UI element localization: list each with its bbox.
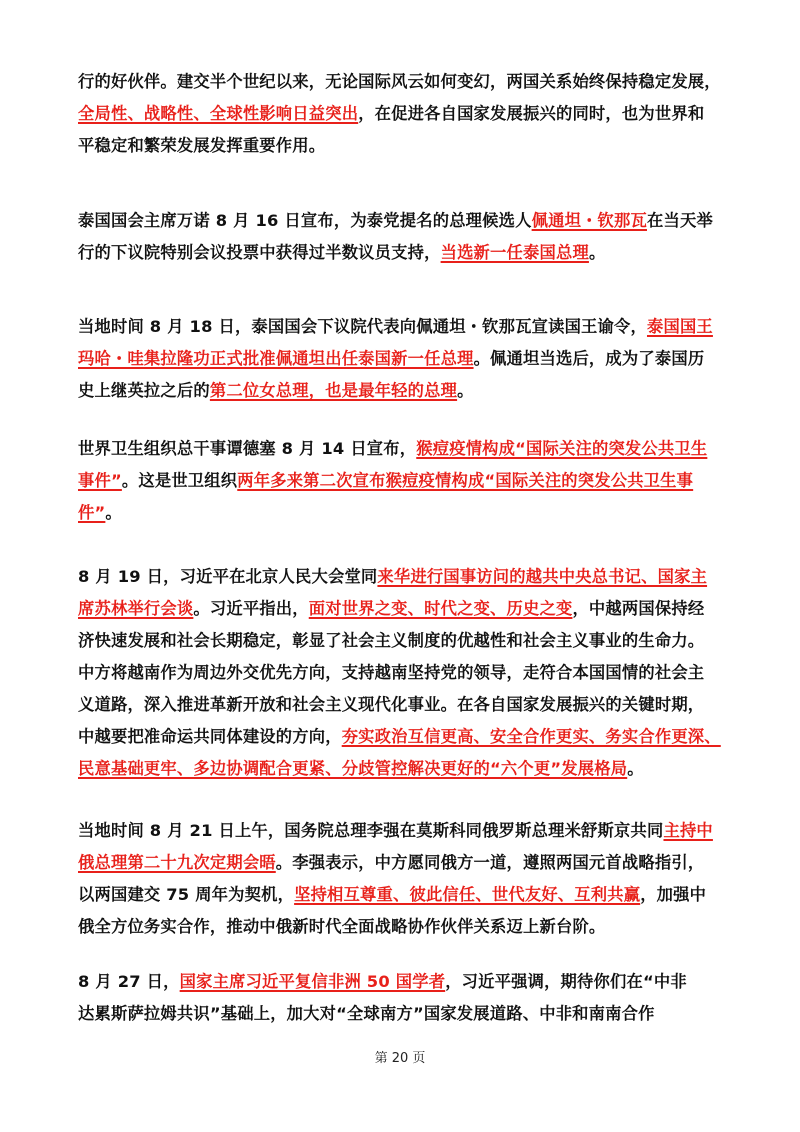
text-line (78, 98, 726, 130)
text-line (78, 753, 726, 785)
highlighted-text: 国家主席习近平复信非洲 50 国学者 (179, 972, 446, 991)
highlighted-text: 佩通坦・钦那瓦 (531, 211, 647, 230)
body-text: 以两国建交 75 周年为契机， (78, 885, 295, 904)
text-line (78, 497, 726, 529)
body-text: 。李强表示，中方愿同俄方一道，遵照两国元首战略指引， (275, 853, 705, 872)
text-line (78, 205, 726, 237)
paragraph-3 (78, 311, 726, 407)
highlighted-text: 当选新一任泰国总理 (440, 243, 589, 262)
text-line (78, 343, 726, 375)
highlighted-text: 玛哈・哇集拉隆功正式批准佩通坦出任泰国新一任总理 (78, 349, 474, 368)
text-line (78, 433, 726, 465)
highlighted-text: 主持中 (663, 821, 713, 840)
highlighted-text: 事件” (78, 471, 122, 490)
body-text: 济快速发展和社会长期稳定，彰显了社会主义制度的优越性和社会主义事业的生命力。 (78, 631, 705, 650)
paragraph-5 (78, 561, 726, 785)
body-text: ，加强中 (640, 885, 707, 904)
body-text: ，中越两国保持经 (572, 599, 705, 618)
highlighted-text: 件” (78, 503, 106, 522)
text-line (78, 593, 726, 625)
text-line (78, 465, 726, 497)
body-text: 。 (105, 503, 122, 522)
highlighted-text: 两年多来第二次宣布猴痘疫情构成“国际关注的突发公共卫生事 (237, 471, 694, 490)
text-line (78, 130, 726, 162)
paragraph-4 (78, 433, 726, 529)
text-line (78, 911, 726, 943)
body-text: 平稳定和繁荣发展发挥重要作用。 (78, 136, 326, 155)
body-text: 世界卫生组织总干事谭德塞 8 月 14 日宣布， (78, 439, 417, 458)
text-line (78, 657, 726, 689)
text-line (78, 375, 726, 407)
body-text: ，习近平强调，期待你们在“中非 (445, 972, 687, 991)
highlighted-text: 猴痘疫情构成“国际关注的突发公共卫生 (416, 439, 708, 458)
body-text: 在当天举 (647, 211, 713, 230)
paragraph-6 (78, 815, 726, 943)
text-line (78, 311, 726, 343)
body-text: 。 (627, 759, 644, 778)
body-text: 俄全方位务实合作，推动中俄新时代全面战略协作伙伴关系迈上新台阶。 (78, 917, 606, 936)
body-text: 。佩通坦当选后，成为了泰国历 (473, 349, 705, 368)
paragraph-2 (78, 205, 726, 269)
body-text: 达累斯萨拉姆共识”基础上，加大对“全球南方”国家发展道路、中非和南南合作 (78, 1004, 655, 1023)
body-text: 义道路，深入推进革新开放和社会主义现代化事业。在各自国家发展振兴的关键时期， (78, 695, 705, 714)
text-line (78, 966, 726, 998)
paragraph-1 (78, 66, 726, 162)
body-text: 。 (588, 243, 606, 262)
highlighted-text: 第二位女总理，也是最年轻的总理 (209, 381, 458, 400)
body-text: 行的好伙伴。建交半个世纪以来，无论国际风云如何变幻，两国关系始终保持稳定发展， (78, 72, 721, 91)
body-text: 中越要把准命运共同体建设的方向， (78, 727, 342, 746)
highlighted-text: 民意基础更牢、多边协调配合更紧、分歧管控解决更好的“六个更”发展格局 (78, 759, 628, 778)
page-number: 第 20 页 (374, 1051, 426, 1066)
text-line (78, 998, 726, 1030)
highlighted-text: 席苏林举行会谈 (78, 599, 194, 618)
body-text: 当地时间 8 月 18 日，泰国国会下议院代表向佩通坦・钦那瓦宣读国王谕令， (78, 317, 647, 336)
body-text: 。习近平指出， (193, 599, 309, 618)
text-line (78, 66, 726, 98)
text-line (78, 561, 726, 593)
highlighted-text: 坚持相互尊重、彼此信任、世代友好、互利共赢 (294, 885, 641, 904)
text-line (78, 815, 726, 847)
paragraph-7 (78, 966, 726, 1030)
body-text: 泰国国会主席万诺 8 月 16 日宣布，为泰党提名的总理候选人 (78, 211, 532, 230)
text-line (78, 625, 726, 657)
highlighted-text: 来华进行国事访问的越共中央总书记、国家主 (377, 567, 708, 586)
highlighted-text: 夯实政治互信更高、安全合作更实、务实合作更深、 (341, 727, 721, 746)
body-text: 中方将越南作为周边外交优先方向，支持越南坚持党的领导，走符合本国国情的社会主 (78, 663, 705, 682)
text-line (78, 721, 726, 753)
text-line (78, 237, 726, 269)
body-text: 8 月 27 日， (78, 972, 180, 991)
highlighted-text: 全局性、战略性、全球性影响日益突出 (78, 104, 359, 123)
body-text: 当地时间 8 月 21 日上午，国务院总理李强在莫斯科同俄罗斯总理米舒斯京共同 (78, 821, 664, 840)
highlighted-text: 泰国国王 (646, 317, 713, 336)
body-text: 史上继英拉之后的 (78, 381, 210, 400)
body-text: ，在促进各自国家发展振兴的同时，也为世界和 (358, 104, 705, 123)
body-text: 。 (457, 381, 474, 400)
highlighted-text: 俄总理第二十九次定期会晤 (78, 853, 276, 872)
body-text: 。这是世卫组织 (121, 471, 238, 490)
body-text: 行的下议院特别会议投票中获得过半数议员支持， (78, 243, 441, 262)
body-text: 8 月 19 日，习近平在北京人民大会堂同 (78, 567, 378, 586)
highlighted-text: 面对世界之变、时代之变、历史之变 (308, 599, 573, 618)
text-line (78, 689, 726, 721)
text-line (78, 879, 726, 911)
text-line (78, 847, 726, 879)
